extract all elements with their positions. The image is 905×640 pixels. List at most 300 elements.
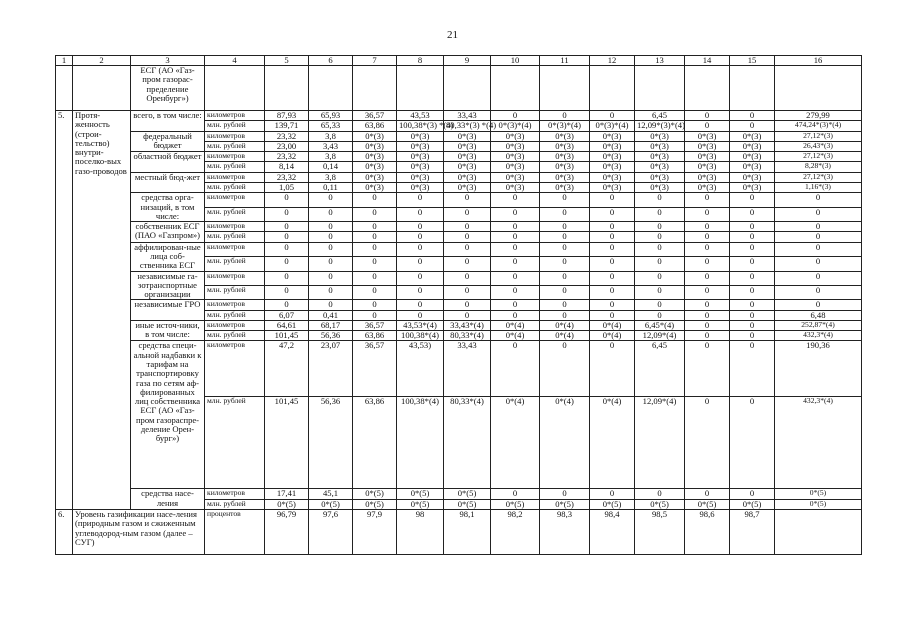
value-cell: 80,33*(4) [444,331,491,341]
value-cell: 0 [635,300,685,310]
value-cell: 0 [730,222,775,232]
value-cell: 97,6 [309,510,353,555]
value-cell: 80,33*(3) *(4) [444,121,491,131]
value-cell: 0*(3) [590,141,635,151]
table-row [56,172,862,182]
value-cell: 100,38*(3) *(4) [397,121,444,131]
value-cell: 0*(5) [635,499,685,509]
value-cell: 0*(3) [444,162,491,172]
value-cell: 0*(3) [444,182,491,192]
value-cell: 0 [444,232,491,242]
value-cell: 0,41 [309,310,353,320]
value-cell: 101,45 [265,331,309,341]
value-cell: 0 [730,331,775,341]
value-cell: 0 [540,271,590,285]
table-row [56,222,862,232]
value-cell: 23,32 [265,152,309,162]
value-cell: 0 [685,222,730,232]
value-cell: 17,41 [265,489,309,499]
value-cell: 0 [590,257,635,271]
row-label: независимые га-зотранспортные организации [131,271,205,300]
row-label: областной бюджет [131,152,205,173]
value-cell: 98,7 [730,510,775,555]
column-header: 14 [685,56,730,66]
value-cell: 0*(3) [491,172,540,182]
value-cell: 6,45 [635,111,685,121]
value-cell: 0 [730,193,775,207]
row-label: иные источ-ники, в том числе: [131,320,205,341]
carry-over-row [56,66,862,111]
value-cell: 0*(3)*(4) [540,121,590,131]
unit-cell: процентов [205,510,265,555]
value-cell: 0 [775,271,862,285]
value-cell: 0*(5) [685,499,730,509]
value-cell: 0 [353,271,397,285]
value-cell: 0 [775,300,862,310]
value-cell: 0*(3) [353,131,397,141]
value-cell: 0 [635,271,685,285]
value-cell: 101,45 [265,397,309,489]
section-6-row [56,510,862,555]
value-cell: 0*(3) [685,172,730,182]
value-cell: 0 [540,111,590,121]
value-cell: 0*(5) [397,489,444,499]
value-cell: 0*(3) [444,172,491,182]
empty-cell [353,66,397,111]
value-cell: 0*(3) [353,162,397,172]
value-cell: 0 [353,242,397,256]
value-cell: 0*(5) [265,499,309,509]
value-cell: 43,53) [397,341,444,397]
value-cell: 0*(3) [590,182,635,192]
value-cell: 0 [685,271,730,285]
value-cell: 97,9 [353,510,397,555]
value-cell: 0 [540,193,590,207]
value-cell: 26,43*(3) [775,141,862,151]
value-cell: 0 [265,257,309,271]
value-cell: 0 [540,222,590,232]
value-cell: 6,07 [265,310,309,320]
row-label: аффилирован-ные лица соб-ственника ЕСГ [131,242,205,271]
value-cell: 0 [685,341,730,397]
empty-cell [491,66,540,111]
value-cell: 0 [540,489,590,499]
value-cell: 0*(5) [444,489,491,499]
value-cell: 0 [397,310,444,320]
value-cell: 0 [491,193,540,207]
unit-cell: млн. рублей [205,207,265,221]
value-cell: 87,93 [265,111,309,121]
value-cell: 98,3 [540,510,590,555]
value-cell: 80,33*(4) [444,397,491,489]
value-cell: 12,09*(4) [635,331,685,341]
value-cell: 0*(3)*(4) [491,121,540,131]
unit-cell: млн. рублей [205,121,265,131]
value-cell: 64,61 [265,320,309,330]
value-cell: 3,8 [309,131,353,141]
section-title: Уровень газификации насе-ления (природным газом и сжиженным углеводород-ным газом (далее – СУГ) [73,510,205,555]
unit-cell: млн. рублей [205,257,265,271]
value-cell: 0 [730,300,775,310]
value-cell: 45,1 [309,489,353,499]
value-cell: 0 [540,207,590,221]
value-cell: 12,09*(4) [635,397,685,489]
value-cell: 98,4 [590,510,635,555]
value-cell: 0 [590,285,635,299]
value-cell: 0 [540,341,590,397]
value-cell: 0*(3) [397,141,444,151]
value-cell: 0 [397,193,444,207]
unit-cell: млн. рублей [205,397,265,489]
value-cell: 0 [309,222,353,232]
empty-cell [265,66,309,111]
value-cell: 0 [309,232,353,242]
unit-cell: млн. рублей [205,310,265,320]
value-cell: 0 [491,489,540,499]
value-cell: 0 [265,242,309,256]
value-cell: 0*(3) [590,172,635,182]
empty-cell [444,66,491,111]
value-cell: 0 [309,285,353,299]
value-cell: 0*(4) [540,331,590,341]
value-cell: 0*(3) [635,141,685,151]
value-cell: 0*(3) [635,152,685,162]
value-cell: 43,53 [397,111,444,121]
value-cell: 0 [353,193,397,207]
value-cell: 0 [540,285,590,299]
value-cell: 0*(3) [730,141,775,151]
value-cell: 8,14 [265,162,309,172]
value-cell: 23,32 [265,172,309,182]
column-header: 9 [444,56,491,66]
value-cell: 0*(3) [685,131,730,141]
value-cell: 0 [309,300,353,310]
value-cell: 0 [635,242,685,256]
unit-cell: млн. рублей [205,141,265,151]
value-cell: 47,2 [265,341,309,397]
value-cell: 12,09*(3)*(4) [635,121,685,131]
value-cell: 0 [730,271,775,285]
value-cell: 98 [397,510,444,555]
value-cell: 0*(5) [540,499,590,509]
unit-cell: километров [205,300,265,310]
value-cell: 0*(4) [491,320,540,330]
value-cell: 0*(3) [635,172,685,182]
value-cell: 0 [540,257,590,271]
unit-cell: километров [205,320,265,330]
empty-cell [730,66,775,111]
value-cell: 0 [353,257,397,271]
unit-cell: километров [205,111,265,121]
value-cell: 0 [444,271,491,285]
value-cell: 0 [491,285,540,299]
value-cell: 68,17 [309,320,353,330]
unit-cell: километров [205,489,265,499]
value-cell: 0*(3) [397,182,444,192]
column-header: 7 [353,56,397,66]
value-cell: 0*(5) [590,499,635,509]
empty-cell [205,66,265,111]
value-cell: 0*(3) [730,182,775,192]
value-cell: 0*(3) [491,141,540,151]
value-cell: 0 [444,285,491,299]
value-cell: 0*(5) [353,489,397,499]
empty-cell [685,66,730,111]
value-cell: 0*(3) [491,152,540,162]
value-cell: 0,14 [309,162,353,172]
row-label: собственник ЕСГ (ПАО «Газпром») [131,222,205,243]
value-cell: 0 [491,222,540,232]
value-cell: 0 [775,242,862,256]
value-cell: 0 [353,232,397,242]
value-cell: 0*(5) [730,499,775,509]
value-cell: 0 [590,489,635,499]
value-cell: 0 [775,257,862,271]
unit-cell: километров [205,172,265,182]
value-cell: 1,16*(3) [775,182,862,192]
value-cell: 0*(3) [444,131,491,141]
empty-cell [775,66,862,111]
unit-cell: километров [205,341,265,397]
value-cell: 3,8 [309,152,353,162]
carry-over-label: ЕСГ (АО «Газ-пром газорас-пределение Оренбург») [131,66,205,111]
value-cell: 0 [590,111,635,121]
empty-cell [540,66,590,111]
value-cell: 63,86 [353,397,397,489]
value-cell: 56,36 [309,397,353,489]
value-cell: 0 [590,193,635,207]
value-cell: 0 [265,285,309,299]
value-cell: 0*(4) [491,397,540,489]
value-cell: 0 [491,242,540,256]
table-row [56,489,862,499]
value-cell: 0*(3) [444,152,491,162]
value-cell: 0 [540,232,590,242]
unit-cell: километров [205,222,265,232]
value-cell: 0 [540,300,590,310]
value-cell: 0*(3) [491,182,540,192]
row-label: средства специ-альной надбавки к тарифам на транспортировку газа по сетям аф-филированных лиц собственника ЕСГ (АО «Газ-пром газораспре-деление Орен-бург») [131,341,205,489]
value-cell: 0 [444,222,491,232]
value-cell: 0*(3) [685,152,730,162]
value-cell: 0 [635,285,685,299]
value-cell: 0 [444,242,491,256]
value-cell: 0 [540,242,590,256]
unit-cell: километров [205,242,265,256]
value-cell: 98,6 [685,510,730,555]
value-cell: 0 [397,271,444,285]
value-cell: 0*(3) [397,162,444,172]
value-cell: 65,33 [309,121,353,131]
value-cell: 98,1 [444,510,491,555]
value-cell: 0 [775,207,862,221]
value-cell: 0 [685,331,730,341]
value-cell: 0 [353,300,397,310]
value-cell: 3,43 [309,141,353,151]
value-cell: 0 [775,232,862,242]
value-cell: 0*(3) [590,162,635,172]
column-header: 13 [635,56,685,66]
value-cell: 0*(5) [491,499,540,509]
value-cell: 0 [635,222,685,232]
value-cell: 0 [309,193,353,207]
value-cell: 0*(3)*(4) [590,121,635,131]
value-cell: 27,12*(3) [775,152,862,162]
value-cell: 0 [685,489,730,499]
value-cell: 0 [590,310,635,320]
table-row [56,242,862,256]
value-cell: 0 [491,310,540,320]
value-cell: 0*(3) [444,141,491,151]
value-cell: 0 [397,207,444,221]
value-cell: 0 [590,232,635,242]
value-cell: 0*(3) [730,172,775,182]
value-cell: 0*(3) [353,182,397,192]
value-cell: 0 [444,300,491,310]
value-cell: 0 [730,111,775,121]
value-cell: 0*(3) [397,131,444,141]
value-cell: 0 [265,232,309,242]
column-header: 6 [309,56,353,66]
value-cell: 0 [685,257,730,271]
value-cell: 0 [685,121,730,131]
value-cell: 6,48 [775,310,862,320]
value-cell: 0 [265,222,309,232]
unit-cell: млн. рублей [205,232,265,242]
value-cell: 1,05 [265,182,309,192]
value-cell: 0 [491,341,540,397]
value-cell: 0*(4) [540,397,590,489]
value-cell: 0 [353,222,397,232]
value-cell: 0*(3) [685,162,730,172]
value-cell: 0 [685,310,730,320]
value-cell: 0 [309,242,353,256]
value-cell: 0 [775,193,862,207]
column-header: 16 [775,56,862,66]
value-cell: 0 [491,207,540,221]
value-cell: 0*(3) [353,172,397,182]
value-cell: 139,71 [265,121,309,131]
value-cell: 0 [730,489,775,499]
header-row [56,56,862,66]
value-cell: 0 [775,222,862,232]
value-cell: 0 [309,207,353,221]
value-cell: 0 [265,271,309,285]
value-cell: 43,53*(4) [397,320,444,330]
row-label: средства насе-ления [131,489,205,510]
value-cell: 36,57 [353,111,397,121]
value-cell: 0*(3) [685,141,730,151]
value-cell: 0 [730,320,775,330]
value-cell: 0 [775,285,862,299]
value-cell: 0 [491,300,540,310]
value-cell: 0*(3) [540,162,590,172]
empty-cell [73,66,131,111]
value-cell: 0 [491,111,540,121]
value-cell: 0 [309,271,353,285]
value-cell: 0 [685,285,730,299]
unit-cell: млн. рублей [205,182,265,192]
value-cell: 0 [265,193,309,207]
value-cell: 6,45*(4) [635,320,685,330]
value-cell: 0*(5) [309,499,353,509]
value-cell: 96,79 [265,510,309,555]
table-row [56,341,862,397]
value-cell: 6,45 [635,341,685,397]
value-cell: 33,43*(4) [444,320,491,330]
value-cell: 0 [397,222,444,232]
value-cell: 23,00 [265,141,309,151]
unit-cell: млн. рублей [205,331,265,341]
value-cell: 0*(3) [540,152,590,162]
value-cell: 0 [635,310,685,320]
value-cell [775,510,862,555]
value-cell: 0*(3) [540,182,590,192]
empty-cell [56,66,73,111]
column-header: 2 [73,56,131,66]
value-cell: 0 [590,222,635,232]
value-cell: 190,36 [775,341,862,397]
value-cell: 0 [635,207,685,221]
empty-cell [590,66,635,111]
value-cell: 23,07 [309,341,353,397]
unit-cell: километров [205,193,265,207]
value-cell: 27,12*(3) [775,172,862,182]
table-row [56,111,862,121]
value-cell: 0*(3) [730,131,775,141]
value-cell: 0 [397,242,444,256]
section-number: 6. [56,510,73,555]
value-cell: 0 [444,207,491,221]
unit-cell: млн. рублей [205,499,265,509]
value-cell: 0 [444,257,491,271]
value-cell: 0*(3) [397,152,444,162]
value-cell: 0 [353,285,397,299]
value-cell: 252,87*(4) [775,320,862,330]
value-cell: 36,57 [353,320,397,330]
value-cell: 65,93 [309,111,353,121]
value-cell: 0*(4) [491,331,540,341]
value-cell: 98,5 [635,510,685,555]
value-cell: 0 [730,232,775,242]
value-cell: 0*(4) [590,331,635,341]
row-label: всего, в том числе: [131,111,205,132]
table-row [56,152,862,162]
empty-cell [397,66,444,111]
unit-cell: километров [205,271,265,285]
value-cell: 0*(3) [540,131,590,141]
value-cell: 0 [397,232,444,242]
value-cell: 23,32 [265,131,309,141]
value-cell: 0 [730,242,775,256]
row-label: независимые ГРО [131,300,205,321]
value-cell: 0 [590,341,635,397]
value-cell: 0 [265,300,309,310]
value-cell: 33,43 [444,341,491,397]
value-cell: 432,3*(4) [775,397,862,489]
value-cell: 0 [444,310,491,320]
value-cell: 0 [730,310,775,320]
budget-table [55,55,862,555]
value-cell: 0 [540,310,590,320]
value-cell: 0*(4) [540,320,590,330]
table-row [56,131,862,141]
value-cell: 0 [265,207,309,221]
value-cell: 0 [491,232,540,242]
value-cell: 0*(4) [590,320,635,330]
value-cell: 0*(3) [590,131,635,141]
column-header: 3 [131,56,205,66]
